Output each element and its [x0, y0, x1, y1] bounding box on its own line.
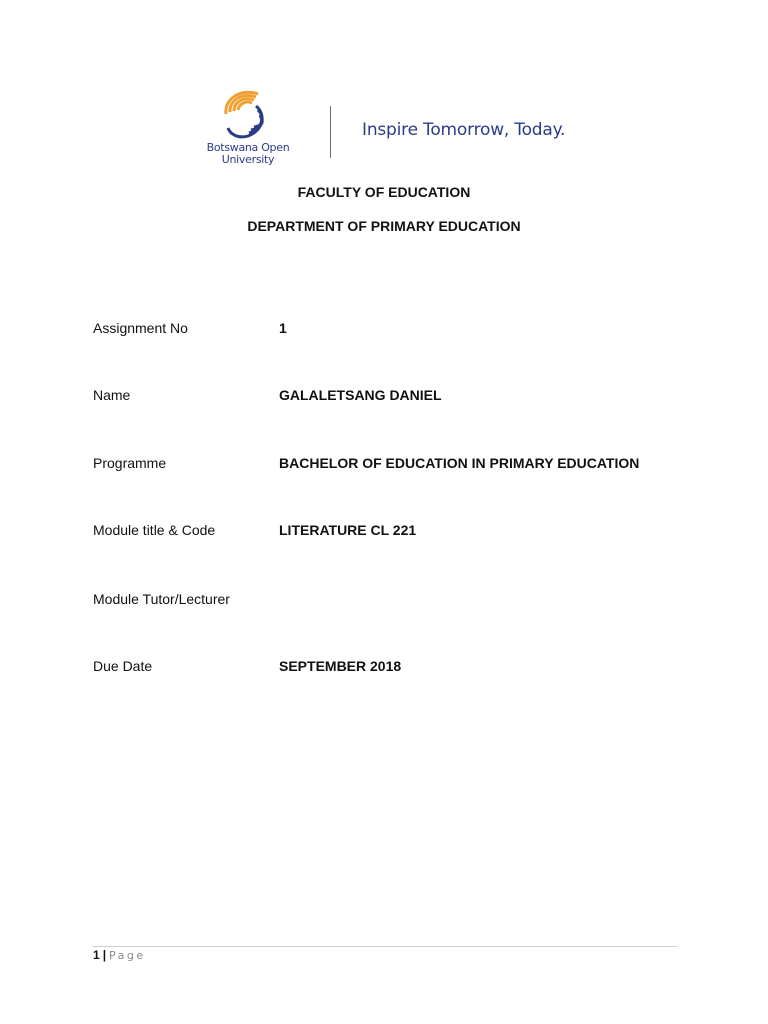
header-divider: [330, 106, 331, 158]
field-value: GALALETSANG DANIEL: [279, 387, 442, 403]
footer-separator: |: [102, 948, 107, 962]
logo-name-line1: Botswana Open: [206, 141, 290, 154]
field-value: 1: [279, 320, 287, 336]
field-label: Module Tutor/Lecturer: [93, 591, 230, 607]
field-row-programme: [93, 455, 693, 475]
department-heading: DEPARTMENT OF PRIMARY EDUCATION: [247, 218, 521, 234]
university-logo: [196, 82, 300, 176]
logo-name-line2: University: [221, 153, 275, 166]
footer-divider: [93, 946, 677, 947]
page-footer: [93, 948, 146, 962]
field-row-assignment: [93, 320, 693, 340]
tagline: Inspire Tomorrow, Today.: [362, 120, 566, 140]
field-label: Due Date: [93, 658, 153, 674]
field-value: SEPTEMBER 2018: [279, 658, 402, 674]
field-row-module: [93, 522, 693, 542]
field-label: Assignment No: [93, 320, 188, 336]
field-label: Name: [93, 387, 131, 403]
page-number: 1: [93, 948, 100, 962]
university-emblem-icon: [216, 84, 280, 142]
page-label: Page: [109, 949, 146, 962]
field-label: Module title & Code: [93, 522, 216, 538]
logo-wordmark: [196, 142, 300, 166]
field-value: BACHELOR OF EDUCATION IN PRIMARY EDUCATION: [279, 455, 640, 471]
field-value: LITERATURE CL 221: [279, 522, 417, 538]
field-label: Programme: [93, 455, 167, 471]
field-row-due-date: [93, 658, 693, 678]
faculty-heading: FACULTY OF EDUCATION: [297, 184, 471, 200]
field-row-tutor: [93, 591, 693, 611]
field-row-name: [93, 387, 693, 407]
